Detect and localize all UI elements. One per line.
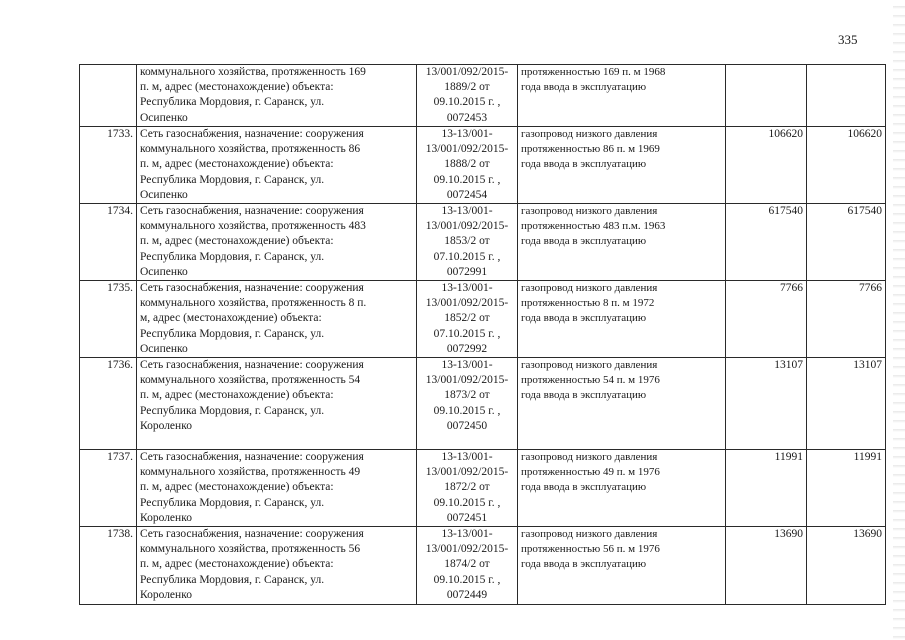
reg-line: 1852/2 от	[444, 312, 490, 325]
object-description-cell	[137, 204, 417, 281]
desc-line: Сеть газоснабжения, назначение: сооружения	[140, 451, 364, 464]
reg-line: 13-13/001-	[441, 282, 493, 295]
book-value-cell	[726, 65, 807, 127]
residual-value-cell	[807, 204, 886, 281]
reg-line: 0072453	[446, 111, 488, 124]
characteristics-cell	[518, 281, 726, 358]
characteristics-cell	[518, 204, 726, 281]
table-row	[80, 127, 886, 204]
reg-line: 13/001/092/2015-	[425, 543, 509, 556]
note-line: года ввода в эксплуатацию	[521, 558, 647, 571]
note-line: протяженностью 8 п. м 1972	[521, 297, 655, 310]
registration-record-cell	[417, 527, 518, 605]
row-number-cell	[80, 204, 137, 281]
desc-line: п. м, адрес (местонахождение) объекта:	[140, 158, 334, 171]
reg-line: 1889/2 от	[444, 81, 490, 94]
residual-value-cell	[807, 65, 886, 127]
residual-value: 617540	[847, 205, 882, 218]
registration-record-cell	[417, 127, 518, 204]
book-value: 13107	[774, 359, 803, 372]
note-line: протяженностью 483 п.м. 1963	[521, 220, 666, 233]
residual-value-cell	[807, 127, 886, 204]
note-line: года ввода в эксплуатацию	[521, 312, 647, 325]
desc-line: Республика Мордовия, г. Саранск, ул.	[140, 496, 325, 509]
page-number: 335	[838, 32, 858, 47]
reg-line: 1873/2 от	[444, 389, 490, 402]
reg-line: 09.10.2015 г. ,	[433, 404, 501, 417]
reg-line: 13/001/092/2015-	[425, 143, 509, 156]
residual-value-cell	[807, 281, 886, 358]
desc-line: Сеть газоснабжения, назначение: сооружения	[140, 282, 364, 295]
desc-line: п. м, адрес (местонахождение) объекта:	[140, 389, 334, 402]
object-description-cell	[137, 281, 417, 358]
residual-value: 13107	[853, 359, 882, 372]
registration-record-cell	[417, 65, 518, 127]
reg-line: 13-13/001-	[441, 528, 493, 541]
table-row	[80, 358, 886, 450]
reg-line: 09.10.2015 г. ,	[433, 496, 501, 509]
note-line: протяженностью 49 п. м 1976	[521, 466, 660, 479]
desc-line: коммунального хозяйства, протяженность 49	[140, 466, 361, 479]
note-line: года ввода в эксплуатацию	[521, 481, 647, 494]
reg-line: 0072992	[446, 342, 488, 355]
desc-line: Сеть газоснабжения, назначение: сооружения	[140, 205, 364, 218]
object-description-cell	[137, 450, 417, 527]
note-line: газопровод низкого давления	[521, 359, 658, 372]
characteristics-cell	[518, 450, 726, 527]
desc-line: Республика Мордовия, г. Саранск, ул.	[140, 404, 325, 417]
residual-value-cell	[807, 527, 886, 605]
row-number-cell	[80, 127, 137, 204]
row-number: 1735.	[107, 282, 133, 295]
row-number-cell	[80, 450, 137, 527]
desc-line: Осипенко	[140, 265, 188, 278]
note-line: протяженностью 86 п. м 1969	[521, 143, 660, 156]
desc-line: п. м, адрес (местонахождение) объекта:	[140, 81, 334, 94]
reg-line: 07.10.2015 г. ,	[433, 250, 501, 263]
desc-line: Осипенко	[140, 342, 188, 355]
row-number: 1738.	[107, 528, 133, 541]
book-value-cell	[726, 358, 807, 450]
reg-line: 13/001/092/2015-	[425, 466, 509, 479]
reg-line: 0072449	[446, 588, 488, 601]
desc-line: п. м, адрес (местонахождение) объекта:	[140, 481, 334, 494]
row-number-cell	[80, 527, 137, 605]
table-row	[80, 65, 886, 127]
residual-value: 11991	[853, 451, 882, 464]
reg-line: 0072991	[446, 265, 488, 278]
reg-line: 1888/2 от	[444, 158, 490, 171]
registration-record-cell	[417, 450, 518, 527]
reg-line: 09.10.2015 г. ,	[433, 96, 501, 109]
book-value-cell	[726, 281, 807, 358]
desc-line: п. м, адрес (местонахождение) объекта:	[140, 558, 334, 571]
reg-line: 13/001/092/2015-	[425, 374, 509, 387]
reg-line: 0072454	[446, 188, 488, 201]
desc-line: Республика Мордовия, г. Саранск, ул.	[140, 573, 325, 586]
desc-line: Сеть газоснабжения, назначение: сооружения	[140, 359, 364, 372]
desc-line: коммунального хозяйства, протяженность 483	[140, 220, 366, 233]
residual-value-cell	[807, 358, 886, 450]
row-number-cell	[80, 65, 137, 127]
book-value: 617540	[768, 205, 803, 218]
note-line: года ввода в эксплуатацию	[521, 235, 647, 248]
row-number: 1737.	[107, 451, 133, 464]
desc-line: Осипенко	[140, 111, 188, 124]
reg-line: 1874/2 от	[444, 558, 490, 571]
desc-line: м, адрес (местонахождение) объекта:	[140, 312, 322, 325]
note-line: протяженностью 56 п. м 1976	[521, 543, 660, 556]
desc-line: Короленко	[140, 419, 192, 432]
scan-edge-artifact	[893, 0, 905, 640]
book-value-cell	[726, 450, 807, 527]
reg-line: 13/001/092/2015-	[425, 66, 509, 78]
desc-line: Короленко	[140, 588, 192, 601]
book-value-cell	[726, 527, 807, 605]
book-value: 7766	[780, 282, 803, 295]
note-line: протяженностью 54 п. м 1976	[521, 374, 660, 387]
row-number: 1734.	[107, 205, 133, 218]
residual-value: 7766	[859, 282, 882, 295]
note-line: года ввода в эксплуатацию	[521, 389, 647, 402]
reg-line: 13/001/092/2015-	[425, 220, 509, 233]
note-line: года ввода в эксплуатацию	[521, 158, 647, 171]
residual-value: 106620	[847, 128, 882, 140]
residual-value: 13690	[853, 528, 882, 541]
desc-line: п. м, адрес (местонахождение) объекта:	[140, 235, 334, 248]
desc-line: Республика Мордовия, г. Саранск, ул.	[140, 327, 325, 340]
desc-line: Осипенко	[140, 188, 188, 201]
book-value-cell	[726, 127, 807, 204]
reg-line: 0072451	[446, 511, 488, 524]
reg-line: 07.10.2015 г. ,	[433, 327, 501, 340]
desc-line: коммунального хозяйства, протяженность 169	[140, 66, 366, 78]
reg-line: 13-13/001-	[441, 205, 493, 218]
note-line: газопровод низкого давления	[521, 205, 658, 218]
desc-line: Сеть газоснабжения, назначение: сооружения	[140, 128, 364, 140]
desc-line: Сеть газоснабжения, назначение: сооружения	[140, 528, 364, 541]
characteristics-cell	[518, 65, 726, 127]
row-number: 1733.	[107, 128, 133, 140]
characteristics-cell	[518, 358, 726, 450]
note-line: протяженностью 169 п. м 1968	[521, 66, 666, 78]
desc-line: коммунального хозяйства, протяженность 8 п.	[140, 297, 367, 310]
desc-line: коммунального хозяйства, протяженность 56	[140, 543, 361, 556]
desc-line: Республика Мордовия, г. Саранск, ул.	[140, 250, 325, 263]
object-description-cell	[137, 127, 417, 204]
residual-value-cell	[807, 450, 886, 527]
reg-line: 09.10.2015 г. ,	[433, 173, 501, 186]
property-registry-table	[79, 64, 886, 605]
desc-line: Республика Мордовия, г. Саранск, ул.	[140, 173, 325, 186]
note-line: газопровод низкого давления	[521, 128, 658, 140]
desc-line: коммунального хозяйства, протяженность 54	[140, 374, 361, 387]
note-line: года ввода в эксплуатацию	[521, 81, 647, 94]
note-line: газопровод низкого давления	[521, 451, 658, 464]
table-row	[80, 527, 886, 605]
reg-line: 0072450	[446, 419, 488, 432]
note-line: газопровод низкого давления	[521, 528, 658, 541]
registration-record-cell	[417, 358, 518, 450]
table-row	[80, 204, 886, 281]
object-description-cell	[137, 65, 417, 127]
reg-line: 13/001/092/2015-	[425, 297, 509, 310]
object-description-cell	[137, 527, 417, 605]
object-description-cell	[137, 358, 417, 450]
desc-line: Короленко	[140, 511, 192, 524]
reg-line: 13-13/001-	[441, 359, 493, 372]
reg-line: 1872/2 от	[444, 481, 490, 494]
desc-line: коммунального хозяйства, протяженность 86	[140, 143, 361, 156]
reg-line: 13-13/001-	[441, 451, 493, 464]
book-value: 13690	[774, 528, 803, 541]
characteristics-cell	[518, 127, 726, 204]
row-number-cell	[80, 281, 137, 358]
desc-line: Республика Мордовия, г. Саранск, ул.	[140, 96, 325, 109]
registration-record-cell	[417, 281, 518, 358]
table-row	[80, 450, 886, 527]
registry-table-body	[80, 65, 886, 605]
row-number: 1736.	[107, 359, 133, 372]
characteristics-cell	[518, 527, 726, 605]
book-value-cell	[726, 204, 807, 281]
note-line: газопровод низкого давления	[521, 282, 658, 295]
reg-line: 09.10.2015 г. ,	[433, 573, 501, 586]
reg-line: 1853/2 от	[444, 235, 490, 248]
registration-record-cell	[417, 204, 518, 281]
reg-line: 13-13/001-	[441, 128, 493, 140]
book-value: 106620	[768, 128, 803, 140]
table-row	[80, 281, 886, 358]
book-value: 11991	[774, 451, 803, 464]
row-number-cell	[80, 358, 137, 450]
